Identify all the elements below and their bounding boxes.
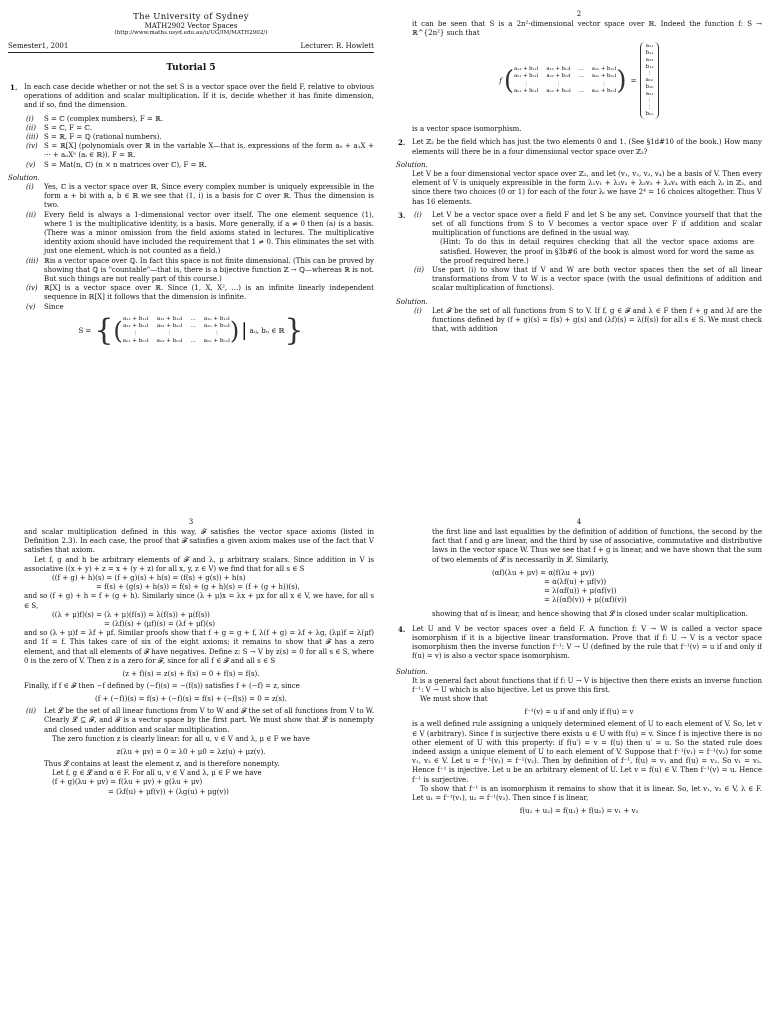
paragraph: and scalar multiplication defined in this way, 𝓕 satisfies the vector space axioms (listed in Definition 2.3). In each case, the proof that 𝓕 satisfies a given axiom makes use of the fact that V satisfies that axiom. bbox=[24, 528, 374, 555]
solution-text: Let V be a four dimensional vector space over ℤ₂, and let (v₁, v₂, v₃, v₄) be a basis of V. Then every element of V is uniquely expressible in the form λ₁v₁ + λ₂v₂ + λ₃v₃ + λ₄v₄ with each λᵢ in ℤ₂, and since there two choices (0 or 1) for each of the four λᵢ we have 2⁴ = 16 choices altogether. Thus V has 16 elements. bbox=[412, 169, 762, 206]
question-3 bbox=[396, 211, 762, 294]
isomorphism-equation: f ( a₁₁ + b₁₁i a₁₂ + b₁₂i ... a₁ₙ + b₁ₙi a₂₁ + b₂₁i a₂₂ + b₂₂i ... a₂ₙ + b₂ₙi ⋮ ⋮ ⋮ aₙ₁ + bₙ₁i aₙ₂ + bₙ₂i ... aₙₙ + bₙₙi ) = a₁₁ b₁₁ a₁₂ b₁₂ ⋮ a₁ₙ b₁ₙ a₂₁ ⋮ ⋮ bₙₙ bbox=[396, 42, 762, 119]
solution-text: We must show that bbox=[420, 695, 488, 704]
solution-part: (v) Since bbox=[26, 302, 64, 311]
q1-part: (iii) S = ℝ, F = ℚ (rational numbers). bbox=[26, 133, 162, 142]
semester-label: Semester1, 2001 bbox=[8, 42, 69, 50]
paragraph: it can be seen that S is a 2n²-dimensional vector space over ℝ. Indeed the function f: S → ℝ^{2n²} such that bbox=[412, 20, 762, 38]
question-2 bbox=[396, 138, 762, 156]
page-number: 4 bbox=[576, 518, 582, 526]
q3-part: (i) Let V be a vector space over a field F and let S be any set. Convince yourself that that the set of all functions from S to V becomes a vector space over F if addition and scalar multiplication of functions are defined in the usual way. bbox=[414, 210, 762, 238]
course-url: (http://www.maths.usyd.edu.au/u/UG/IM/MATH2902/) bbox=[114, 30, 268, 36]
paragraph: Finally, if f ∈ 𝓕 then −f defined by (−f)(s) = −(f(s)) satisfies f + (−f) = z, since bbox=[24, 682, 300, 691]
paragraph: Thus 𝓛 contains at least the element z, and is therefore nonempty. bbox=[44, 760, 280, 769]
q3-part: (ii) Use part (i) to show that if V and W are both vector spaces then the set of all linear transformations from V to W is a vector space (with the usual definitions of addition and scalar multiplication of functions). bbox=[414, 266, 762, 293]
matrix-grid: a₁₁ + b₁₁i a₁₂ + b₁₂i ... a₁ₙ + b₁ₙi a₂₁ + b₂₁i a₂₂ + b₂₂i ... a₂ₙ + b₂ₙi ⋮ ⋮ ⋮ aₙ₁ + bₙ₁i aₙ₂ + bₙ₂i ... aₙₙ + bₙₙi bbox=[514, 65, 617, 95]
q1-part: (iv) S = ℝ[X] (polynomials over ℝ in the variable X—that is, expressions of the form a₀ + a₁X + ··· + aₙXⁿ (aᵢ ∈ ℝ)). F = ℝ. bbox=[26, 142, 374, 160]
equation-line: f⁻¹(v) = u if and only if f(u) = v bbox=[524, 708, 634, 717]
equation-line: (z + f)(s) = z(s) + f(s) = 0 + f(s) = f(s). bbox=[122, 670, 260, 679]
semester-line bbox=[8, 42, 374, 53]
question-text: Let U and V be vector spaces over a field F. A function f: V → W is called a vector space isomorphism if it is a bijective linear transformation. Prove that if f: U → V is a vector space isomorphism then the inverse function f⁻¹: V → U (defined by the rule that f⁻¹(v) = u if and only if f(u) = v) is also a vector space isomorphism. bbox=[412, 624, 762, 661]
solution-text: is a well defined rule assigning a uniquely determined element of U to each element of V. So, let v ∈ V (arbitrary). Since f is surjective there exists u ∈ U with f(u) = v. Since f is injective there is no other element of U with this property: if f(u′) = v = f(u) then u′ = u. So the stated rule does indeed assign a unique element of U to each element of V. Suppose that f⁻¹(v₁) = f⁻¹(v₂) for some v₁, v₂ ∈ V. Let u = f⁻¹(v₁) = f⁻¹(v₂). Then by definition of f⁻¹, f(u) = v₁ and f(u) = v₂. So v₁ = v₂. Hence f⁻¹ is injective. Let u be an arbitrary element of U. Let v = f(u) ∈ V. Then f⁻¹(v) = u. Hence f⁻¹ is surjective. bbox=[412, 720, 762, 784]
paragraph: The zero function z is clearly linear: for all u, v ∈ V and λ, μ ∈ F we have bbox=[52, 734, 310, 743]
q1-part: (v) S = Mat(n, ℂ) (n × n matrices over ℂ), F = ℝ. bbox=[26, 160, 207, 169]
equation-line: z(λu + μv) = 0 = λ0 + μ0 = λz(u) + μz(v). bbox=[116, 748, 266, 757]
equation-line: = λ(αf(u)) + μ(αf(v)) bbox=[544, 587, 617, 596]
page-number: 3 bbox=[188, 518, 194, 526]
solution-label: Solution. bbox=[8, 173, 40, 182]
equation-line: ((f + g) + h)(s) = (f + g)(s) + h(s) = (f(s) + g(s)) + h(s) bbox=[52, 574, 246, 583]
set-definition-equation: S = { ( a₁₁ + b₁₁i a₁₂ + b₁₂i ... a₁ₙ + b₁ₙi a₂₁ + b₂₁i a₂₂ + b₂₂i ... a₂ₙ + b₂ₙi ⋮ ⋮ ⋮ aₙ₁ + bₙ₁i aₙ₂ + bₙ₂i ... aₙₙ + bₙₙi ) | aᵢⱼ, bᵢⱼ ∈ ℝ } bbox=[78, 312, 304, 348]
course-header: MATH2902 Vector Spaces bbox=[144, 22, 238, 30]
equation-line: = (λf(u) + μf(v)) + (λg(u) + μg(v)) bbox=[108, 787, 229, 796]
lecturer-label: Lecturer: R. Howlett bbox=[300, 42, 374, 50]
page-3 bbox=[8, 516, 374, 1020]
paragraph: is a vector space isomorphism. bbox=[412, 125, 522, 134]
equation-line: f(u₁ + u₂) = f(u₁) + f(u₂) = v₁ + v₂ bbox=[519, 807, 639, 816]
column-vector: a₁₁ b₁₁ a₁₂ b₁₂ ⋮ a₁ₙ b₁ₙ a₂₁ ⋮ ⋮ bₙₙ bbox=[640, 42, 658, 119]
solution-label: Solution. bbox=[396, 297, 428, 306]
solution-text: To show that f⁻¹ is an isomorphism it remains to show that it is linear. So, let v₁, v₂ ∈ V, λ ∈ F. Let u₁ = f⁻¹(v₁), u₂ = f⁻¹(v₂). Then since f is linear, bbox=[412, 784, 762, 803]
question-4 bbox=[396, 625, 762, 662]
solution-text: It is a general fact about functions that if f: U → V is bijective then there exists an inverse function f⁻¹: V → U which is also bijective. Let us prove this first. bbox=[412, 676, 762, 695]
equation-line: (f + g)(λu + μv) = f(λu + μv) + g(λu + μv) bbox=[52, 778, 203, 787]
paragraph: the first line and last equalities by the definition of addition of functions, the second by the fact that f and g are linear, and the third by use of associative, commutative and distributive laws in the vector space W. Thus we see that f + g is linear, and we have shown that the sum of two elements of 𝓛 is necessarily in 𝓛. Similarly, bbox=[432, 528, 762, 564]
question-text: In each case decide whether or not the set S is a vector space over the field F, relative to obvious operations of addition and scalar multiplication. If it is, decide whether it has finite dimension, and if so, find the dimension. bbox=[24, 83, 374, 110]
paragraph: Let f, g ∈ 𝓛 and α ∈ F. For all u, v ∈ V and λ, μ ∈ F we have bbox=[52, 769, 262, 778]
matrix-grid: a₁₁ + b₁₁i a₁₂ + b₁₂i ... a₁ₙ + b₁ₙi a₂₁ + b₂₁i a₂₂ + b₂₂i ... a₂ₙ + b₂ₙi ⋮ ⋮ ⋮ aₙ₁ + bₙ₁i aₙ₂ + bₙ₂i ... aₙₙ + bₙₙi bbox=[122, 315, 230, 345]
equation-line: ((λ + μ)f)(s) = (λ + μ)(f(s)) = λ(f(s)) + μ(f(s)) bbox=[52, 610, 210, 619]
solution-part: (ii) Let 𝓛 be the set of all linear functions from V to W and 𝓕 the set of all functions from V to W. Clearly 𝓛 ⊆ 𝓕, and 𝓕 is a vector space by the first part. We must show that 𝓛 is nonempty and closed under addition and scalar multiplication. bbox=[26, 707, 374, 734]
solution-part: (iii) ℝis a vector space over ℚ. In fact this space is not finite dimensional. (This can be proved by showing that ℚ is "countable"—that is, there is a bijective function ℤ → ℚ—whereas ℝ is not. But such things are not really part of this course.) bbox=[26, 256, 374, 284]
question-number: 2. bbox=[398, 138, 406, 148]
question-number: 3. bbox=[398, 210, 406, 220]
solution-part: (i) Yes, ℂ is a vector space over ℝ. Since every complex number is uniquely expressible in the form a + bi with a, b ∈ ℝ we see that (1, i) is a basis for ℂ over ℝ. Thus the dimension is two. bbox=[26, 183, 374, 210]
question-number: 1. bbox=[10, 83, 18, 92]
paragraph: Let f, g and h be arbitrary elements of 𝓕 and λ, μ arbitrary scalars. Since addition in V is associative ((x + y) + z = x + (y + z) for all x, y, z ∈ V) we find that for all s ∈ S bbox=[24, 555, 374, 573]
left-brace: { bbox=[94, 312, 114, 348]
page-number: 2 bbox=[576, 10, 582, 18]
question-text: Let ℤ₂ be the field which has just the two elements 0 and 1. (See §1d#10 of the book.) How many elements will there be in a four dimensional vector space over ℤ₂? bbox=[412, 138, 762, 156]
paragraph: and so (λ + μ)f = λf + μf. Similar proofs show that f + g = g + f, λ(f + g) = λf + λg, (λμ)f = λ(μf) and 1f = f. This takes care of six of the eight axioms; it remains to show that 𝓕 has a zero element, and that all elements of 𝓕 have negatives. Define z: S → V by z(s) = 0 for all s ∈ S, where 0 is the zero of V. Then z is a zero for 𝓕, since for all f ∈ 𝓕 and all s ∈ S bbox=[24, 629, 374, 665]
right-brace: } bbox=[284, 312, 304, 348]
page-1 bbox=[8, 8, 374, 512]
equation-line: = λ((αf)(v)) + μ((αf)(v)) bbox=[544, 596, 627, 605]
hint-text: (Hint: To do this in detail requires checking that all the vector space axioms are satisfied. However, the proof in §3b#6 of the book is almost word for word the same as the proof required here.) bbox=[440, 238, 754, 265]
equation-line: (αf)(λu + μv) = α(f(λu + μv)) bbox=[492, 568, 595, 577]
equation-line: (f + (−f))(s) = f(s) + (−f)(s) = f(s) + (−f(s)) = 0 = z(s). bbox=[95, 695, 287, 704]
q1-part: (i) S = ℂ (complex numbers), F = ℝ. bbox=[26, 114, 164, 123]
solution-part: (i) Let 𝓕 be the set of all functions from S to V. If f, g ∈ 𝓕 and λ ∈ F then f + g and λf are the functions defined by (f + g)(s) = f(s) + g(s) and (λf)(s) = λ(f(s)) for all s ∈ S. We must check that, with addition bbox=[414, 306, 762, 334]
page-4 bbox=[396, 516, 762, 1020]
solution-part: (ii) Every field is always a 1-dimensional vector over itself. The one element sequence (1), where 1 is the multiplicative identity, is a basis. More generally, if a ≠ 0 then (a) is a basis. (There was a minor omission from the field axioms stated in lectures. The multiplicative identity axiom should have included the requirement that 1 ≠ 0. This eliminates the set with just one element, which is not counted as a field.) bbox=[26, 210, 374, 256]
question-1 bbox=[8, 83, 374, 111]
question-number: 4. bbox=[398, 624, 406, 634]
solution-part: (iv) ℝ[X] is a vector space over ℝ. Since (1, X, X², ...) is an infinite linearly independent sequence in ℝ[X] it follows that the dimension is infinite. bbox=[26, 284, 374, 302]
solution-label: Solution. bbox=[396, 667, 428, 676]
paragraph: showing that αf is linear, and hence showing that 𝓛 is closed under scalar multiplication. bbox=[432, 609, 748, 618]
equation-line: = f(s) + (g(s) + h(s)) = f(s) + (g + h)(s) = (f + (g + h))(s), bbox=[96, 583, 300, 592]
tutorial-title: Tutorial 5 bbox=[166, 63, 216, 73]
paragraph: and so (f + g) + h = f + (g + h). Similarly since (λ + μ)x = λx + μx for all x ∈ V, we have, for all s ∈ S, bbox=[24, 592, 374, 610]
university-header: The University of Sydney bbox=[133, 12, 249, 22]
equation-line: = (λf)(s) + (μf)(s) = (λf + μf)(s) bbox=[104, 620, 215, 629]
q1-part: (ii) S = ℂ, F = ℂ. bbox=[26, 123, 93, 132]
page-2 bbox=[396, 8, 762, 512]
equation-line: = α(λf(u) + μf(v)) bbox=[544, 578, 607, 587]
solution-label: Solution. bbox=[396, 160, 428, 169]
